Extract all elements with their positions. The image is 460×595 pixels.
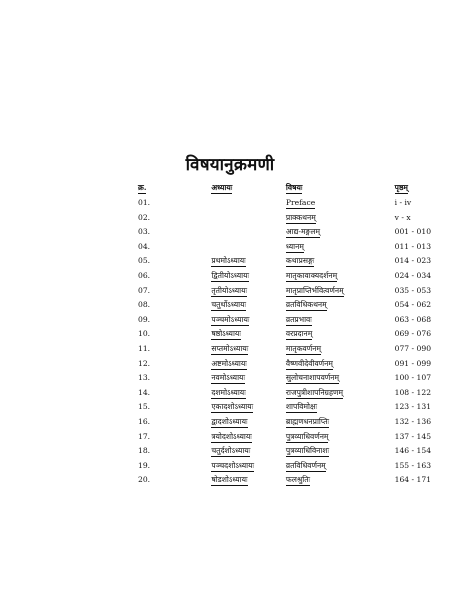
- row-adhyaya: षष्ठोऽध्यायः: [211, 329, 241, 339]
- table-row: [138, 444, 460, 459]
- contents-table: [138, 181, 460, 488]
- row-vishaya: Preface: [285, 198, 316, 207]
- row-number: 10.: [138, 329, 151, 339]
- row-adhyaya: चतुर्थोऽध्यायः: [211, 300, 247, 310]
- table-row: [138, 415, 460, 430]
- row-page-range: 035 - 053: [394, 285, 432, 295]
- table-row: [138, 400, 460, 415]
- row-vishaya: मातृकावाक्यदर्शनम्: [285, 270, 338, 280]
- row-page-range: 001 - 010: [394, 227, 432, 237]
- row-number: 20.: [138, 475, 151, 485]
- row-page-range: 146 - 154: [394, 446, 432, 456]
- row-page-range: 014 - 023: [394, 256, 432, 266]
- row-number: 16.: [138, 416, 151, 426]
- row-page-range: v - x: [394, 212, 411, 222]
- row-adhyaya: दशमोऽध्यायः: [211, 387, 246, 397]
- table-row: [138, 327, 460, 342]
- header-page: पृष्ठम्: [394, 183, 408, 193]
- row-adhyaya: [211, 240, 286, 255]
- row-number: 17.: [138, 431, 151, 441]
- row-number: 09.: [138, 314, 151, 324]
- row-page-range: i - iv: [394, 198, 412, 207]
- row-vishaya: कथाप्रसङ्गः: [285, 256, 315, 266]
- row-adhyaya: पञ्चमोऽध्यायः: [211, 314, 250, 324]
- row-vishaya: पुत्रव्याधिविनाशः: [285, 446, 330, 456]
- row-vishaya: सुलोचनाशापवर्णनम्: [285, 373, 340, 383]
- row-vishaya: ब्राह्मणधनप्राप्तिः: [285, 416, 330, 426]
- table-row: [138, 254, 460, 269]
- row-number: 03.: [138, 227, 151, 237]
- row-page-range: 100 - 107: [394, 373, 432, 383]
- row-adhyaya: सप्तमोऽध्यायः: [211, 343, 249, 353]
- row-vishaya: व्रतप्रभावः: [285, 314, 312, 324]
- row-page-range: 077 - 090: [394, 343, 432, 353]
- row-vishaya: मातृप्राप्तिर्भवित्वर्णनम्: [285, 285, 344, 295]
- row-number: 13.: [138, 373, 151, 383]
- row-number: 08.: [138, 300, 151, 310]
- row-vishaya: मातृकवर्णनम्: [285, 343, 322, 353]
- row-adhyaya: [211, 211, 286, 226]
- row-vishaya: शापविमोक्षः: [285, 402, 317, 412]
- row-adhyaya: द्वितीयोऽध्यायः: [211, 270, 250, 280]
- table-row: [138, 357, 460, 372]
- header-adhyaya: अध्यायः: [211, 183, 233, 193]
- row-vishaya: व्रतविधिकथनम्: [285, 300, 327, 310]
- table-row: [138, 430, 460, 445]
- table-row: [138, 225, 460, 240]
- row-vishaya: राजपुत्रीशापनिग्रहणम्: [285, 387, 344, 397]
- row-vishaya: फलश्रुतिः: [285, 475, 311, 485]
- row-page-range: 164 - 171: [394, 475, 432, 485]
- row-adhyaya: द्वादशोऽध्यायः: [211, 416, 248, 426]
- header-vishaya: विषयः: [285, 183, 303, 193]
- row-page-range: 054 - 062: [394, 300, 432, 310]
- row-number: 15.: [138, 402, 151, 412]
- row-adhyaya: अष्टमोऽध्यायः: [211, 358, 247, 368]
- row-number: 18.: [138, 446, 151, 456]
- row-adhyaya: नवमोऽध्यायः: [211, 373, 245, 383]
- row-page-range: 024 - 034: [394, 270, 432, 280]
- table-row: [138, 240, 460, 255]
- row-page-range: 108 - 122: [394, 387, 432, 397]
- row-vishaya: ध्यानम्: [285, 241, 304, 251]
- row-number: 07.: [138, 285, 151, 295]
- row-page-range: 123 - 131: [394, 402, 432, 412]
- table-row: [138, 473, 460, 488]
- row-number: 14.: [138, 387, 151, 397]
- row-adhyaya: [211, 225, 286, 240]
- row-vishaya: वरप्रदानम्: [285, 329, 313, 339]
- row-number: 02.: [138, 212, 151, 222]
- row-number: 04.: [138, 241, 151, 251]
- contents-table-body: [138, 196, 460, 488]
- row-adhyaya: तृतीयोऽध्यायः: [211, 285, 248, 295]
- page-title: विषयानुक्रमणी: [185, 155, 275, 175]
- table-row: [138, 342, 460, 357]
- row-vishaya: वैष्णवीदेवीवर्णनम्: [285, 358, 333, 368]
- row-number: 05.: [138, 256, 151, 266]
- row-page-range: 155 - 163: [394, 460, 432, 470]
- table-row: [138, 459, 460, 474]
- row-page-range: 091 - 099: [394, 358, 432, 368]
- row-adhyaya: षोडशोऽध्यायः: [211, 475, 248, 485]
- row-adhyaya: त्रयोदशोऽध्यायः: [211, 431, 252, 441]
- row-number: 12.: [138, 358, 151, 368]
- row-page-range: 069 - 076: [394, 329, 432, 339]
- row-number: 06.: [138, 270, 151, 280]
- row-adhyaya: चतुर्दशोऽध्यायः: [211, 446, 251, 456]
- row-vishaya: आद्य-मङ्गलम्: [285, 227, 321, 237]
- table-row: [138, 386, 460, 401]
- header-number: क्र.: [138, 183, 147, 193]
- table-row: [138, 196, 460, 211]
- row-page-range: 137 - 145: [394, 431, 432, 441]
- row-page-range: 063 - 068: [394, 314, 432, 324]
- row-number: 11.: [138, 343, 151, 353]
- row-vishaya: पुत्रव्याधिवर्णनम्: [285, 431, 329, 441]
- table-row: [138, 269, 460, 284]
- row-page-range: 011 - 013: [394, 241, 432, 251]
- row-number: 01.: [138, 198, 151, 207]
- table-header-row: [138, 181, 460, 196]
- table-row: [138, 211, 460, 226]
- table-row: [138, 371, 460, 386]
- table-row: [138, 284, 460, 299]
- row-vishaya: व्रतविधिवर्णनम्: [285, 460, 326, 470]
- row-adhyaya: [211, 196, 286, 211]
- row-adhyaya: प्रथमोऽध्यायः: [211, 256, 246, 266]
- row-vishaya: प्राक्कथनम्: [285, 212, 316, 222]
- row-adhyaya: एकादशोऽध्यायः: [211, 402, 254, 412]
- row-adhyaya: पञ्चदशोऽध्यायः: [211, 460, 255, 470]
- row-number: 19.: [138, 460, 151, 470]
- table-row: [138, 313, 460, 328]
- table-row: [138, 298, 460, 313]
- row-page-range: 132 - 136: [394, 416, 432, 426]
